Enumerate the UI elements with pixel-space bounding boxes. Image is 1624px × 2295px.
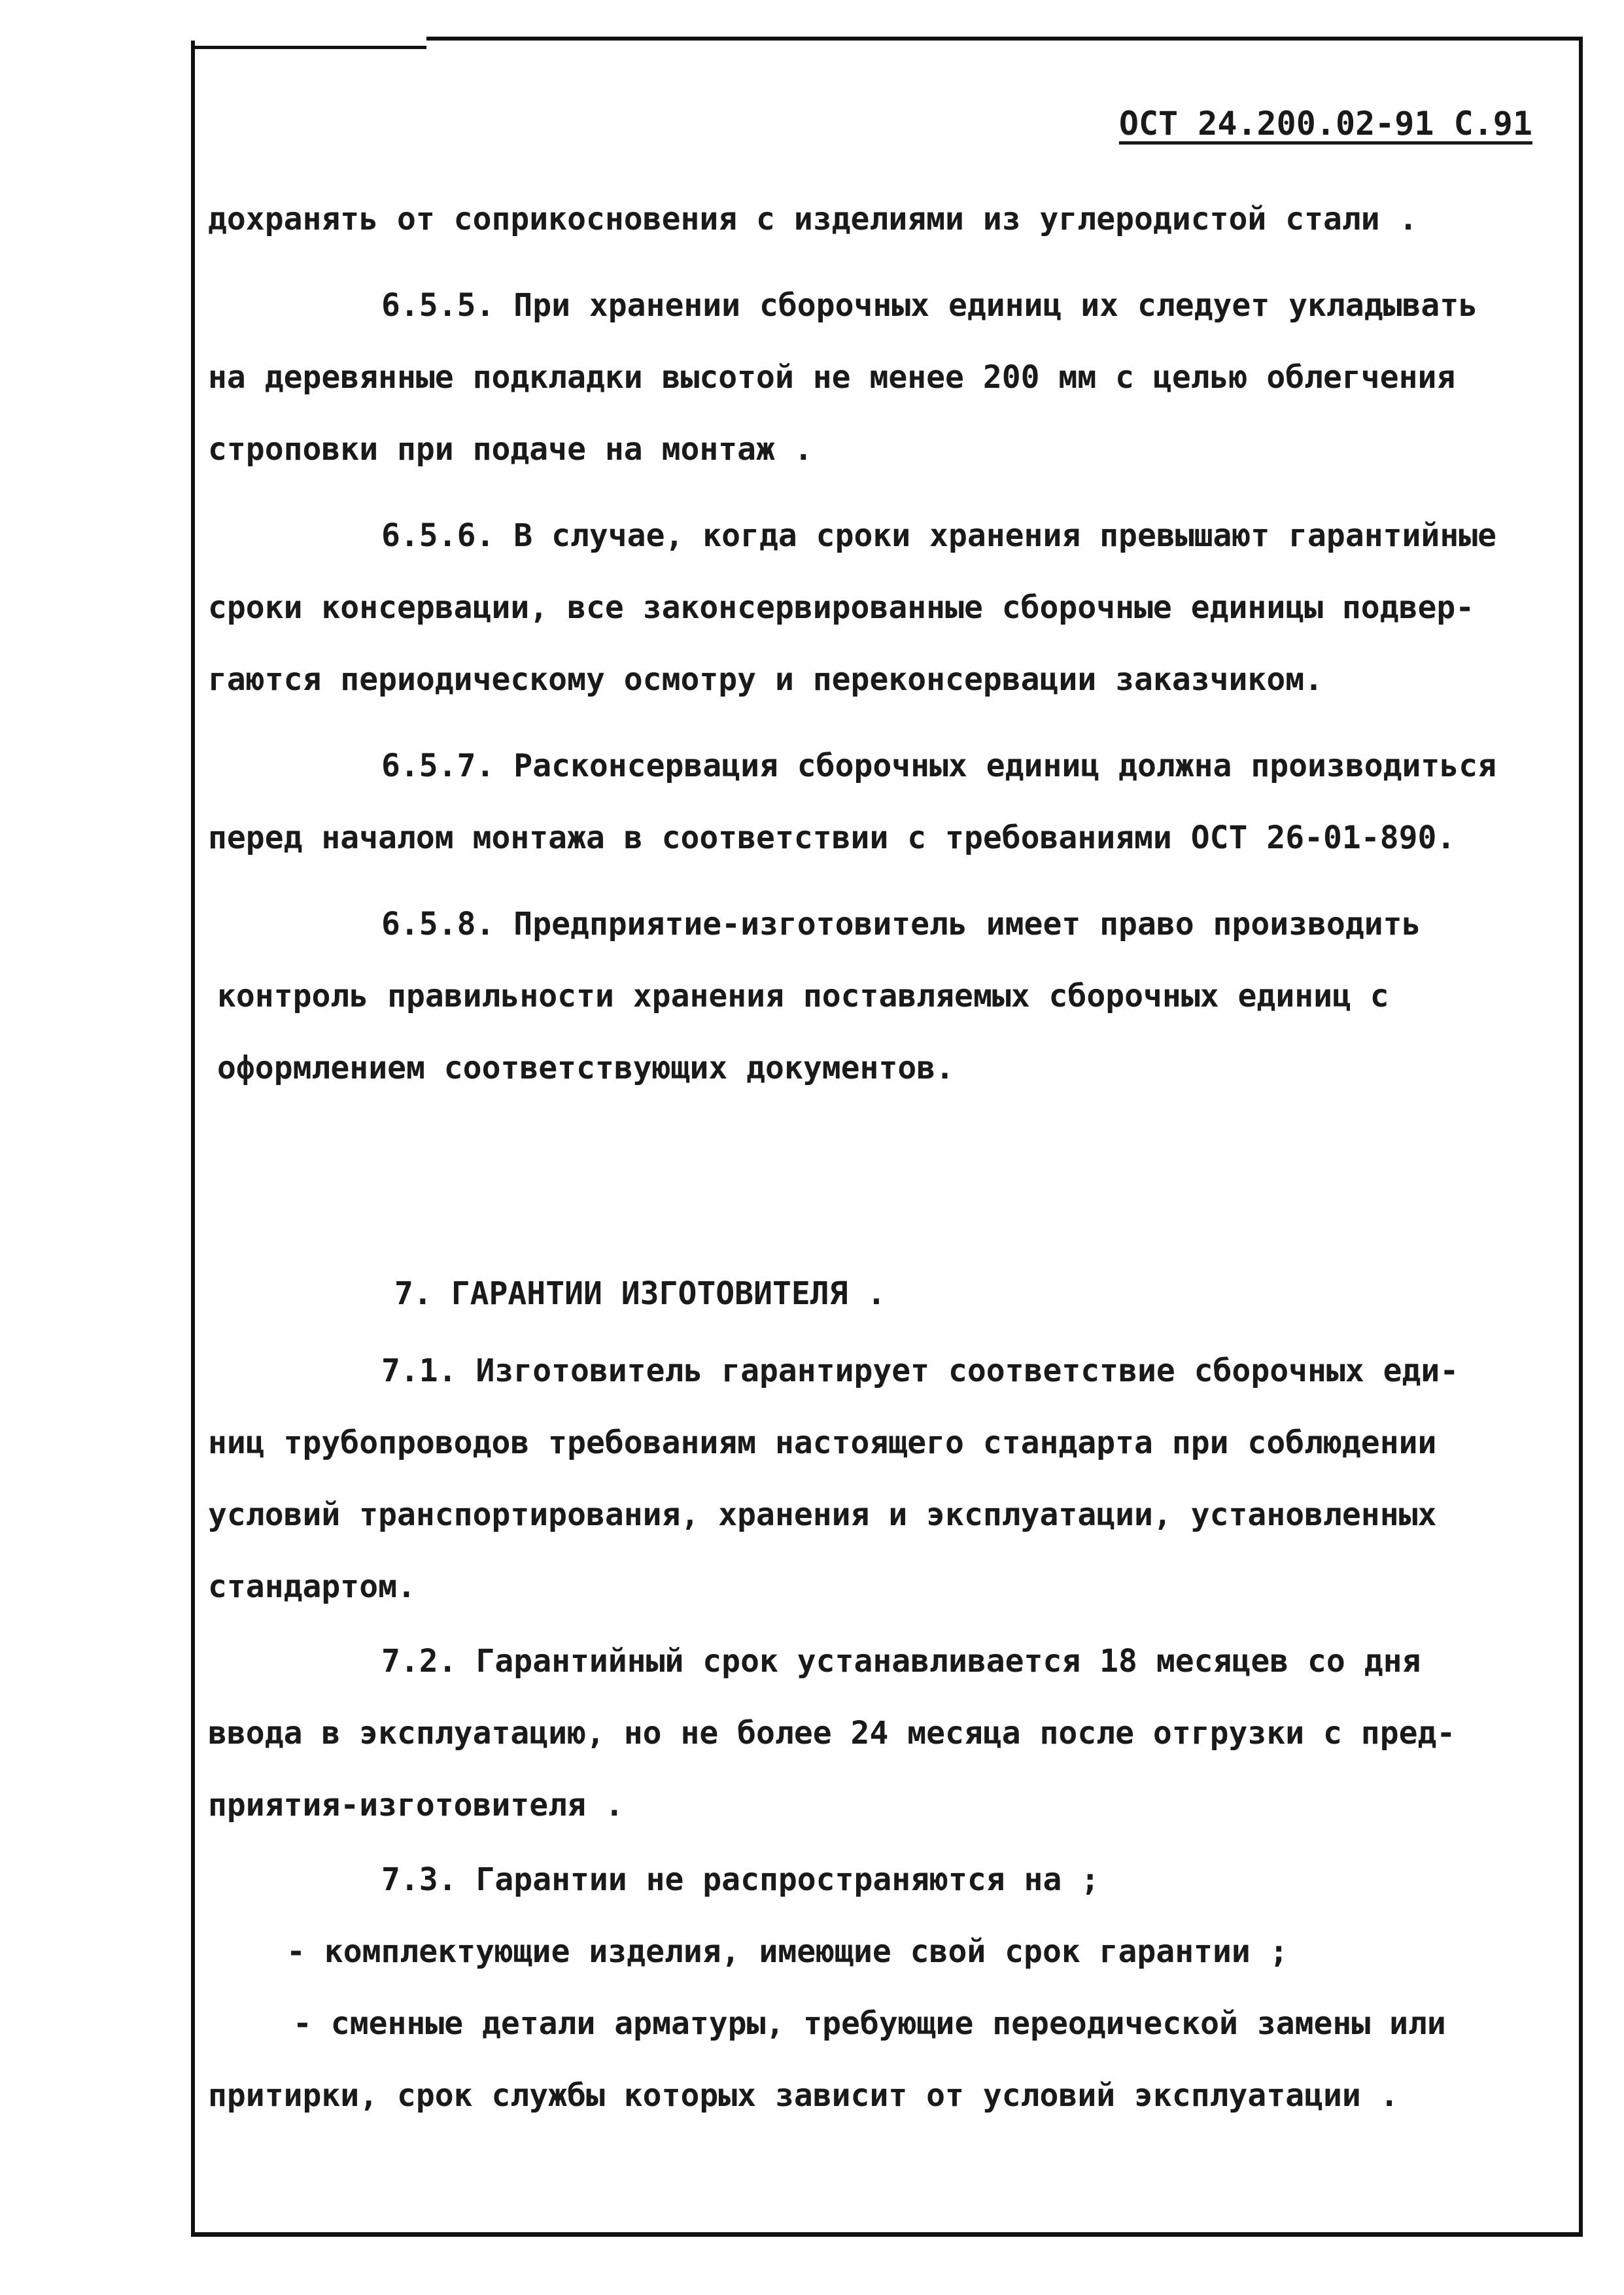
document-reference: ОСТ 24.200.02-91 С.91	[1118, 105, 1532, 143]
paragraph-7-1-line-4: стандартом.	[208, 1568, 416, 1605]
paragraph-6-5-7-line-1: 6.5.7. Расконсервация сборочных единиц должна производиться	[381, 748, 1497, 784]
paragraph-6-5-8-line-1: 6.5.8. Предприятие-изготовитель имеет право производить	[381, 906, 1421, 942]
frame-top-left-line	[191, 46, 426, 49]
paragraph-continuation: дохранять от соприкосновения с изделиями из углеродистой стали .	[208, 201, 1418, 237]
paragraph-7-1-line-2: ниц трубопроводов требованиям настоящего стандарта при соблюдении	[208, 1424, 1437, 1461]
paragraph-6-5-5-line-3: строповки при подаче на монтаж .	[208, 431, 813, 468]
paragraph-7-1-line-3: условий транспортирования, хранения и эксплуатации, установленных	[208, 1496, 1437, 1533]
paragraph-6-5-6-line-1: 6.5.6. В случае, когда сроки хранения превышают гарантийные	[381, 517, 1497, 554]
paragraph-7-3-line-4: притирки, срок службы которых зависит от условий эксплуатации .	[208, 2077, 1399, 2114]
paragraph-7-2-line-3: приятия-изготовителя .	[208, 1787, 624, 1823]
paragraph-6-5-5-line-1: 6.5.5. При хранении сборочных единиц их следует укладывать	[381, 287, 1478, 324]
document-body	[208, 183, 1568, 2131]
paragraph-6-5-6-line-3: гаются периодическому осмотру и переконсервации заказчиком.	[208, 661, 1324, 698]
paragraph-7-3-line-3: - сменные детали арматуры, требующие переодической замены или	[293, 2005, 1446, 2042]
section-7-heading: 7. ГАРАНТИИ ИЗГОТОВИТЕЛЯ .	[394, 1275, 886, 1312]
paragraph-6-5-7-line-2: перед началом монтажа в соответствии с требованиями ОСТ 26-01-890.	[208, 820, 1456, 856]
paragraph-6-5-5-line-2: на деревянные подкладки высотой не менее 200 мм с целью облегчения	[208, 359, 1456, 396]
paragraph-7-3-line-1: 7.3. Гарантии не распространяются на ;	[381, 1861, 1100, 1898]
paragraph-7-2-line-1: 7.2. Гарантийный срок устанавливается 18 месяцев со дня	[381, 1643, 1421, 1680]
paragraph-6-5-6-line-2: сроки консервации, все законсервированные сборочные единицы подвер-	[208, 589, 1475, 626]
paragraph-7-3-line-2: - комплектующие изделия, имеющие свой срок гарантии ;	[286, 1933, 1288, 1970]
paragraph-7-2-line-2: ввода в эксплуатацию, но не более 24 месяца после отгрузки с пред-	[208, 1715, 1456, 1751]
paragraph-7-1-line-1: 7.1. Изготовитель гарантирует соответствие сборочных еди-	[381, 1353, 1459, 1389]
frame-top-right-line	[426, 37, 1583, 41]
paragraph-6-5-8-line-3: оформлением соответствующих документов.	[217, 1050, 955, 1086]
paragraph-6-5-8-line-2: контроль правильности хранения поставляемых сборочных единиц с	[217, 978, 1389, 1014]
